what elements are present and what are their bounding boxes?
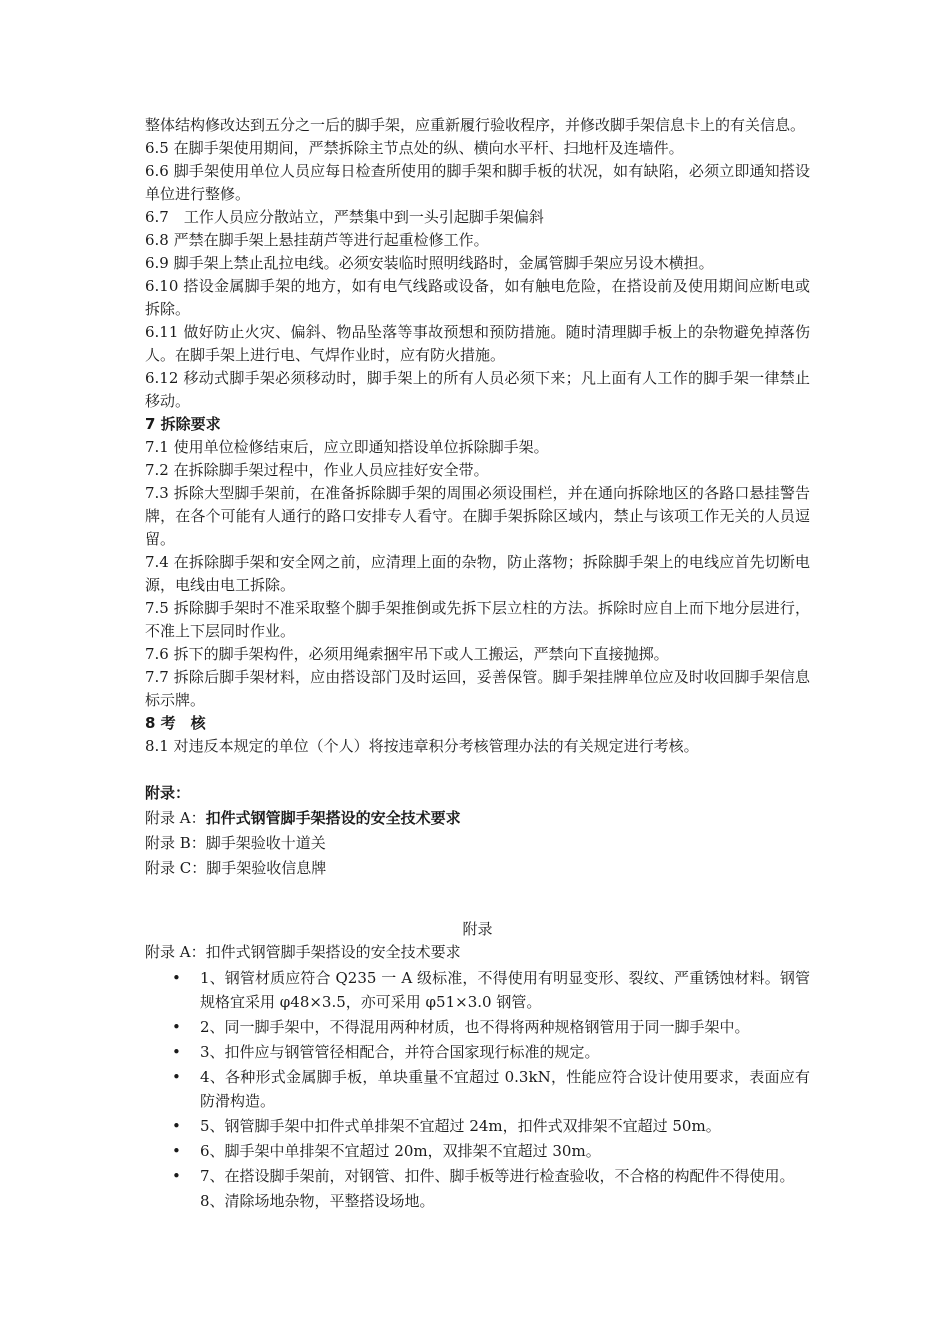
paragraph: 整体结构修改达到五分之一后的脚手架，应重新履行验收程序，并修改脚手架信息卡上的有关信息。 (145, 116, 806, 134)
appendix-item-a (145, 806, 810, 831)
appendix-a-title: 附录 A：扣件式钢管脚手架搭设的安全技术要求 (145, 943, 461, 961)
clause-7-3: 7.3 拆除大型脚手架前，在准备拆除脚手架的周围必须设围栏，并在通向拆除地区的各路口悬挂警告牌，在各个可能有人通行的路口安排专人看守。在脚手架拆除区域内，禁止与该项工作无关的人员逗留。 (145, 484, 810, 548)
appendix-index (145, 781, 810, 881)
list-item: • 6、脚手架中单排架不宜超过 20m，双排架不宜超过 30m。 (145, 1139, 810, 1163)
clause-7-1: 7.1 使用单位检修结束后，应立即通知搭设单位拆除脚手架。 (145, 438, 549, 456)
appendix-label: 附录： (145, 784, 191, 802)
appendix-heading: 附录 (462, 920, 493, 938)
appendix-title: 扣件式钢管脚手架搭设的安全技术要求 (205, 809, 461, 827)
bullet-icon: • (172, 969, 181, 987)
clause-6-5: 6.5 在脚手架使用期间，严禁拆除主节点处的纵、横向水平杆、扫地杆及连墙件。 (145, 139, 684, 157)
bullet-icon: • (172, 1018, 181, 1036)
clause-6-7: 6.7 工作人员应分散站立，严禁集中到一头引起脚手架偏斜 (145, 208, 544, 226)
section-7 (145, 413, 810, 712)
clause-7-7: 7.7 拆除后脚手架材料，应由搭设部门及时运回，妥善保管。脚手架挂牌单位应及时收回脚手架信息标示牌。 (145, 668, 810, 709)
list-item: • 7、在搭设脚手架前，对钢管、扣件、脚手板等进行检查验收，不合格的构配件不得使用。 (145, 1164, 810, 1188)
list-item: • 1、钢管材质应符合 Q235 一 A 级标准，不得使用有明显变形、裂纹、严重锈蚀材料。钢管规格宜采用 φ48×3.5，亦可采用 φ51×3.0 钢管。 (145, 966, 810, 1014)
appendix-item-b (145, 831, 810, 856)
clause-7-6: 7.6 拆下的脚手架构件，必须用绳索捆牢吊下或人工搬运，严禁向下直接抛掷。 (145, 645, 669, 663)
clause-6-12: 6.12 移动式脚手架必须移动时，脚手架上的所有人员必须下来；凡上面有人工作的脚手架一律禁止移动。 (145, 369, 810, 410)
requirements-list (145, 966, 810, 1188)
bullet-icon: • (172, 1142, 181, 1160)
appendix-a (145, 917, 810, 1213)
appendix-prefix: 附录 C： (145, 859, 207, 877)
appendix-item-c (145, 856, 810, 881)
clause-6-9: 6.9 脚手架上禁止乱拉电线。必须安装临时照明线路时，金属管脚手架应另设木横担。 (145, 254, 714, 272)
list-item: • 3、扣件应与钢管管径相配合，并符合国家现行标准的规定。 (145, 1040, 810, 1064)
appendix-title: 脚手架验收十道关 (205, 834, 326, 852)
clause-7-5: 7.5 拆除脚手架时不准采取整个脚手架推倒或先拆下层立柱的方法。拆除时应自上而下地分层进行，不准上下层同时作业。 (145, 599, 810, 640)
appendix-title: 脚手架验收信息牌 (206, 859, 327, 877)
appendix-prefix: 附录 A： (145, 809, 206, 827)
section-8-heading: 8 考 核 (145, 714, 206, 732)
clause-6-8: 6.8 严禁在脚手架上悬挂葫芦等进行起重检修工作。 (145, 231, 489, 249)
clause-8-1: 8.1 对违反本规定的单位（个人）将按违章积分考核管理办法的有关规定进行考核。 (145, 737, 699, 755)
document-page (145, 114, 810, 1213)
section-7-heading: 7 拆除要求 (145, 415, 221, 433)
clause-7-2: 7.2 在拆除脚手架过程中，作业人员应挂好安全带。 (145, 461, 489, 479)
clause-6-11: 6.11 做好防止火灾、偏斜、物品坠落等事故预想和预防措施。随时清理脚手板上的杂物避免掉落伤人。在脚手架上进行电、气焊作业时，应有防火措施。 (145, 323, 810, 364)
bullet-icon: • (172, 1117, 181, 1135)
list-item: • 5、钢管脚手架中扣件式单排架不宜超过 24m，扣件式双排架不宜超过 50m。 (145, 1114, 810, 1138)
bullet-icon: • (172, 1167, 181, 1185)
appendix-prefix: 附录 B： (145, 834, 206, 852)
clause-7-4: 7.4 在拆除脚手架和安全网之前，应清理上面的杂物，防止落物；拆除脚手架上的电线应首先切断电源，电线由电工拆除。 (145, 553, 810, 594)
list-item-plain: 8、清除场地杂物，平整搭设场地。 (200, 1192, 435, 1210)
list-item: • 4、各种形式金属脚手板，单块重量不宜超过 0.3kN，性能应符合设计使用要求，表面应有防滑构造。 (145, 1065, 810, 1113)
clause-6-6: 6.6 脚手架使用单位人员应每日检查所使用的脚手架和脚手板的状况，如有缺陷，必须立即通知搭设单位进行整修。 (145, 162, 810, 203)
clause-6-10: 6.10 搭设金属脚手架的地方，如有电气线路或设备，如有触电危险，在搭设前及使用期间应断电或拆除。 (145, 277, 810, 318)
section-8 (145, 712, 810, 758)
list-item: • 2、同一脚手架中，不得混用两种材质，也不得将两种规格钢管用于同一脚手架中。 (145, 1015, 810, 1039)
section-6-continued (145, 114, 810, 413)
bullet-icon: • (172, 1068, 181, 1086)
bullet-icon: • (172, 1043, 181, 1061)
